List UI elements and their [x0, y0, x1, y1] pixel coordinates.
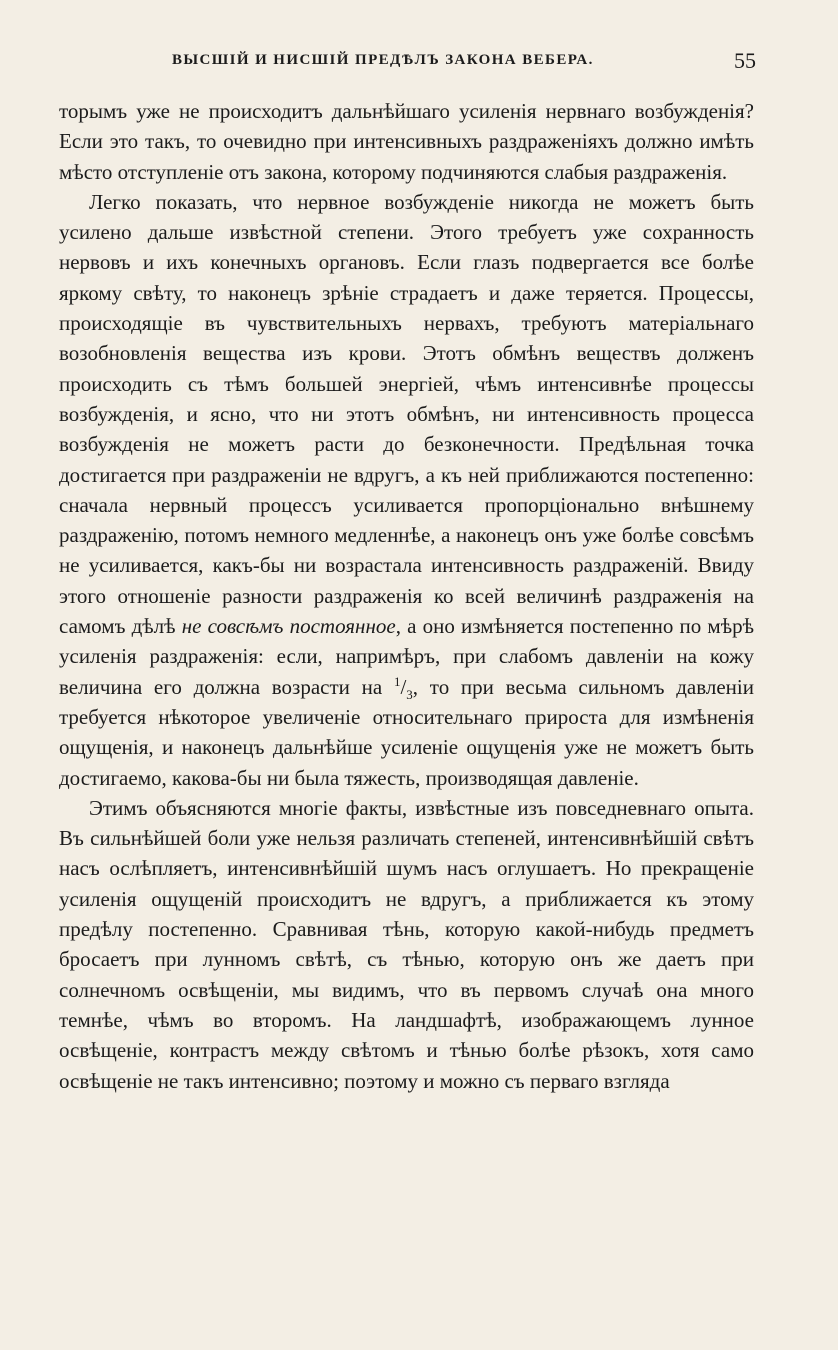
fraction-denominator: 3 [406, 686, 413, 702]
paragraph-2 [59, 187, 754, 793]
paragraph-3 [59, 793, 754, 1096]
paragraph-2-text-b: , а оно измѣняется постепенно по мѣрѣ усиленія раздраженія: если, напримѣръ, при слабомъ давленіи на кожу величина его должна возрасти на [59, 614, 755, 699]
paragraph-2-text-c: , то при весьма сильномъ давленіи требуется нѣкоторое увеличеніе относительнаго прироста для измѣненія ощущенія, и наконецъ дальнѣйше усиленіе ощущенія уже не можетъ быть достигаемо, какова-бы ни была тяжесть, производящая давленіе. [59, 674, 754, 790]
fraction-numerator: 1 [393, 673, 401, 689]
running-title: ВЫСШІЙ И НИСШІЙ ПРЕДѢЛЪ ЗАКОНА ВЕБЕРА. [172, 52, 594, 68]
paragraph-2-emphasis: не совсѣмъ постоянное [181, 614, 396, 639]
paragraph-2-text-a: Легко показать, что нервное возбужденіе никогда не можетъ быть усилено дальше извѣстной степени. Этого требуетъ уже сохранность нервовъ и ихъ конечныхъ органовъ. Если глазъ подвергается все болѣе яркому свѣту, то наконецъ зрѣніе страдаетъ и даже теряется. Процессы, происходящіе въ чувствительныхъ нервахъ, требуютъ матеріальнаго возобновленія вещества изъ крови. Этотъ обмѣнъ веществъ долженъ происходить съ тѣмъ большей энергіей, чѣмъ интенсивнѣе процессы возбужденія, и ясно, что ни этотъ обмѣнъ, ни интенсивность процесса возбужденія не можетъ расти до безконечности. Предѣльная точка достигается при раздраженіи не вдругъ, а къ ней приближаются постепенно: сначала нервный процессъ усиливается пропорціонально внѣшнему раздраженію, потомъ немного медленнѣе, а наконецъ онъ уже болѣе совсѣмъ не усиливается, какъ-бы ни возрастала интенсивность раздраженій. Ввиду этого отношеніе разности раздраженія ко всей величинѣ раздраженія на самомъ дѣлѣ [59, 189, 754, 639]
paragraph-1 [59, 96, 754, 187]
body-text [59, 96, 754, 1096]
page-number: 55 [734, 48, 756, 73]
paragraph-1-text: торымъ уже не происходитъ дальнѣйшаго усиленія нервнаго возбужденія? Если это такъ, то очевидно при интенсивныхъ раздраженіяхъ должно имѣть мѣсто отступленіе отъ закона, которому подчиняются слабыя раздраженія. [59, 99, 754, 184]
fraction-one-third [393, 673, 413, 702]
running-header [172, 48, 756, 76]
fraction-separator: / [400, 674, 407, 699]
paragraph-3-text: Этимъ объясняются многіе факты, извѣстные изъ повседневнаго опыта. Въ сильнѣйшей боли уже нельзя различать степеней, интенсивнѣйшій свѣтъ насъ ослѣпляетъ, интенсивнѣйшій шумъ насъ оглушаетъ. Но прекращеніе усиленія ощущеній происходитъ не вдругъ, а приближается къ этому предѣлу постепенно. Сравнивая тѣнь, которую какой-нибудь предметъ бросаетъ при лунномъ свѣтѣ, съ тѣнью, которую онъ же даетъ при солнечномъ освѣщеніи, мы видимъ, что въ первомъ случаѣ она много темнѣе, чѣмъ во второмъ. На ландшафтѣ, изображающемъ лунное освѣщеніе, контрастъ между свѣтомъ и тѣнью болѣе рѣзокъ, хотя само освѣщеніе не такъ интенсивно; поэтому и можно съ перваго взгляда [59, 795, 754, 1093]
